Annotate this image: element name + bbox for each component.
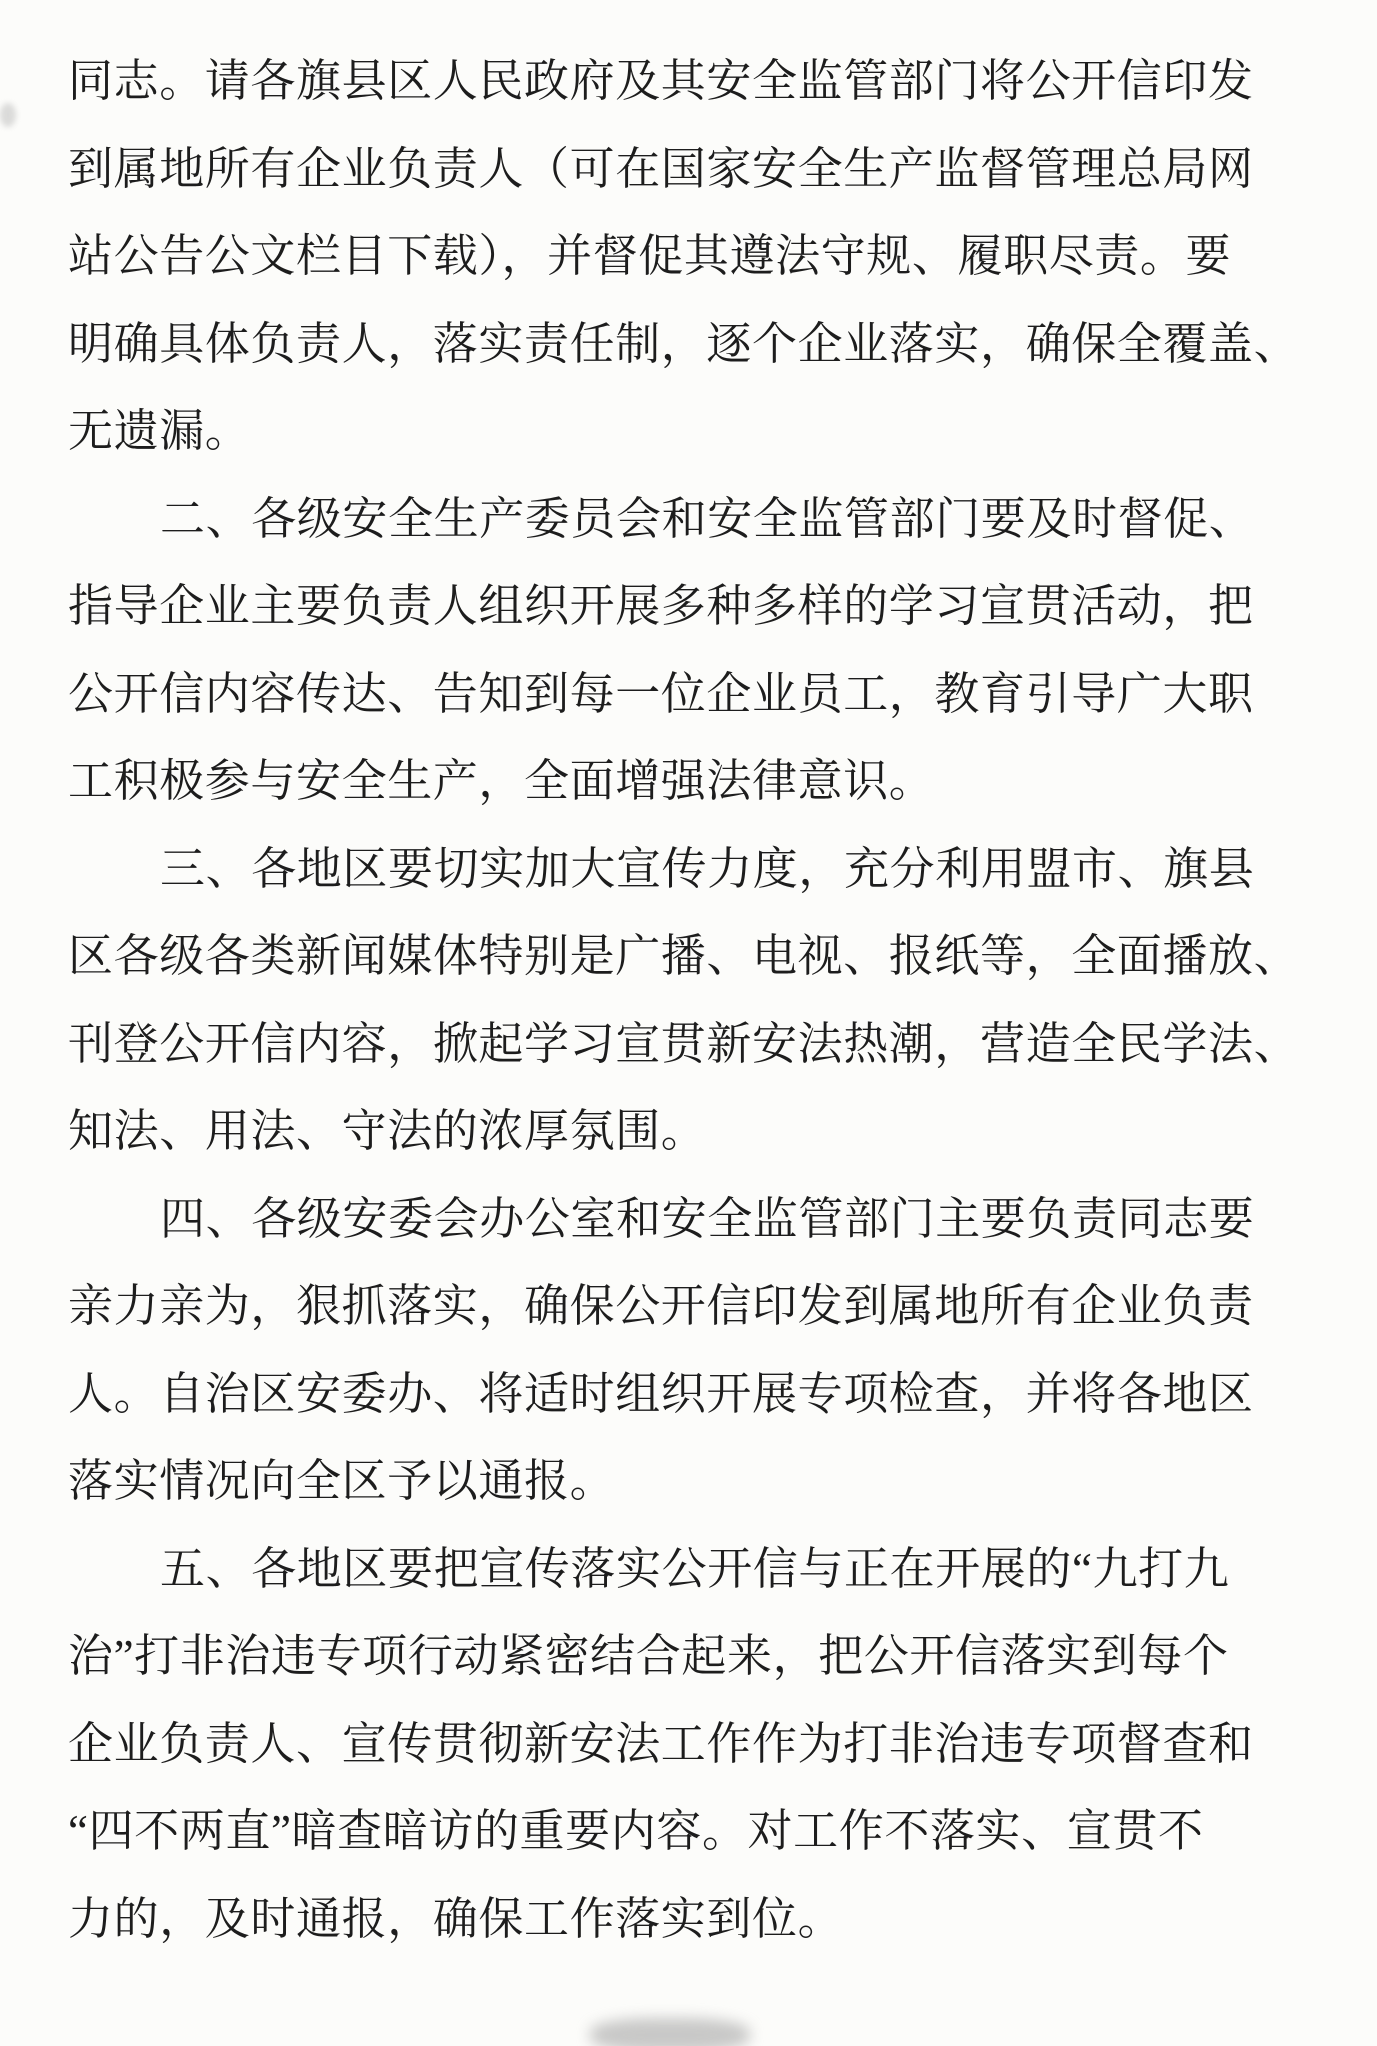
document-text-line: 无遗漏。 — [68, 406, 251, 456]
document-text-line: 力的，及时通报，确保工作落实到位。 — [68, 1893, 844, 1944]
document-text-line: 刊登公开信内容，掀起学习宣贯新安法热潮，营造全民学法、 — [68, 1018, 1300, 1069]
document-text-line: 站公告公文栏目下载），并督促其遵法守规、履职尽责。要 — [68, 231, 1232, 281]
document-body — [68, 38, 1300, 1963]
document-text-line: 亲力亲为，狠抓落实，确保公开信印发到属地所有企业负责 — [68, 1281, 1254, 1331]
document-text-line: 人。自治区安委办、将适时组织开展专项检查，并将各地区 — [68, 1368, 1254, 1419]
document-text-line: 区各级各类新闻媒体特别是广播、电视、报纸等，全面播放、 — [68, 931, 1300, 981]
document-text-line: 到属地所有企业负责人（可在国家安全生产监督管理总局网 — [68, 143, 1254, 194]
document-text-line: 五、各地区要把宣传落实公开信与正在开展的“九打九 — [160, 1543, 1230, 1594]
document-text-line: 工积极参与安全生产，全面增强法律意识。 — [68, 756, 935, 806]
document-text-line: 同志。请各旗县区人民政府及其安全监管部门将公开信印发 — [68, 56, 1254, 106]
document-text-line: 知法、用法、守法的浓厚氛围。 — [68, 1106, 707, 1156]
document-text-line: 指导企业主要负责人组织开展多种多样的学习宣贯活动，把 — [68, 581, 1254, 631]
document-text-line: 落实情况向全区予以通报。 — [68, 1456, 616, 1506]
document-text-line: 三、各地区要切实加大宣传力度，充分利用盟市、旗县 — [160, 843, 1255, 894]
scan-artifact-bottom-smudge — [590, 2018, 750, 2046]
document-text-line: 二、各级安全生产委员会和安全监管部门要及时督促、 — [160, 493, 1255, 544]
scan-artifact-left-edge — [0, 103, 16, 127]
document-text-line: 四、各级安委会办公室和安全监管部门主要负责同志要 — [160, 1193, 1255, 1244]
document-text-line: “四不两直”暗查暗访的重要内容。对工作不落实、宣贯不 — [68, 1806, 1204, 1856]
document-text-line: 公开信内容传达、告知到每一位企业员工，教育引导广大职 — [68, 668, 1254, 719]
document-text-line: 企业负责人、宣传贯彻新安法工作作为打非治违专项督查和 — [68, 1718, 1254, 1769]
document-text-line: 明确具体负责人，落实责任制，逐个企业落实，确保全覆盖、 — [68, 318, 1300, 369]
document-text-line: 治”打非治违专项行动紧密结合起来，把公开信落实到每个 — [68, 1631, 1229, 1681]
